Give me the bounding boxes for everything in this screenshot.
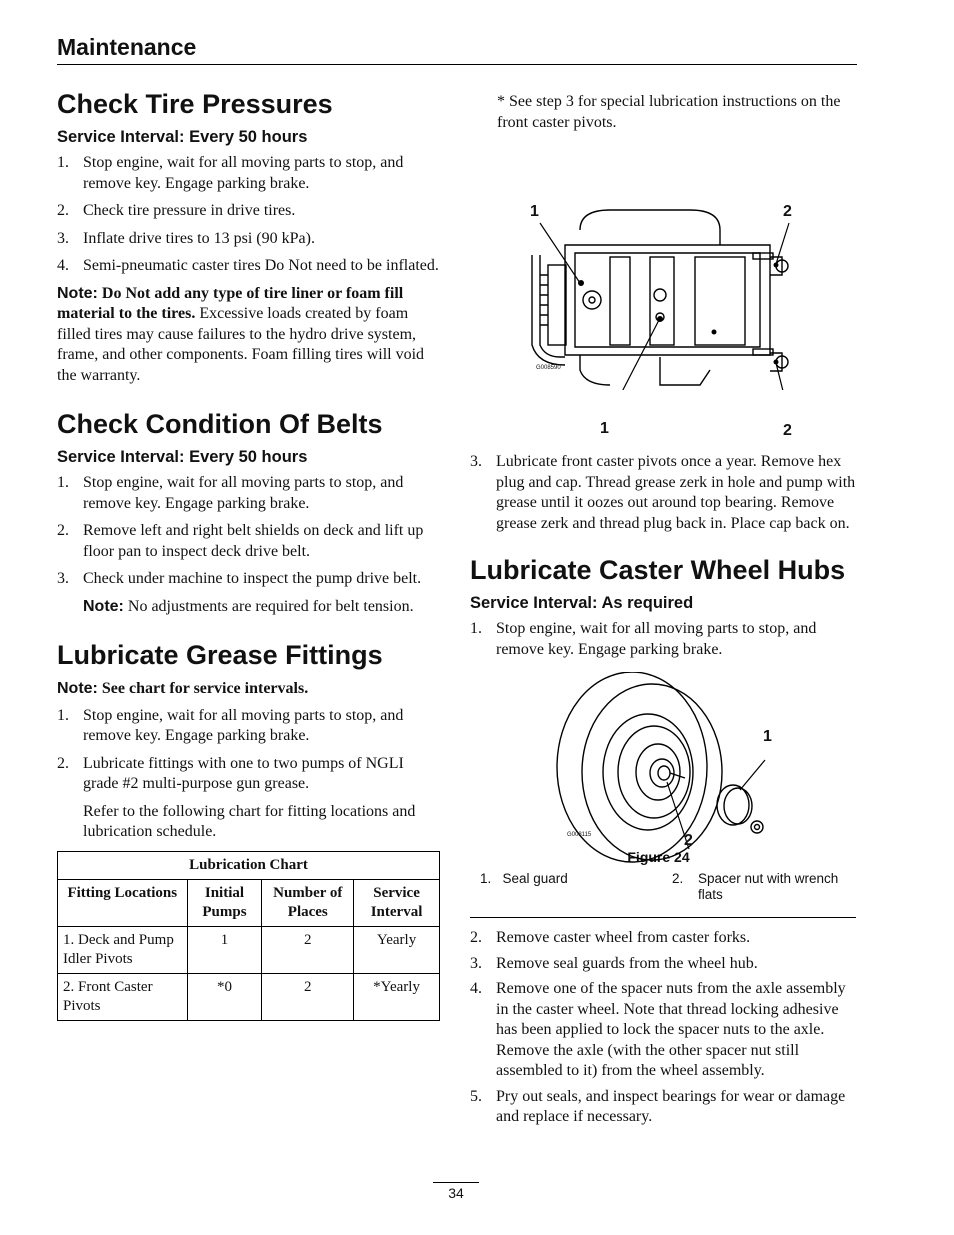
list-item: 5. Pry out seals, and inspect bearings for wear or damage and replace if necessary. bbox=[470, 1087, 846, 1125]
list-item: 1. Stop engine, wait for all moving parts to stop, and remove key. Engage parking brake. bbox=[470, 620, 817, 658]
column-header: Service Interval bbox=[354, 879, 440, 926]
pivot-steps bbox=[470, 452, 857, 534]
figure-rule bbox=[470, 917, 856, 918]
left-column bbox=[57, 88, 443, 1021]
column-header: Number of Places bbox=[262, 879, 354, 926]
list-item: 3. Check under machine to inspect the pump drive belt. bbox=[57, 570, 422, 587]
hubs-step1 bbox=[470, 619, 857, 660]
figure-caster-pivots bbox=[470, 145, 857, 439]
heading-belts: Check Condition Of Belts bbox=[57, 409, 383, 439]
legend-item-1: 1. Seal guard bbox=[480, 871, 568, 886]
page-number: 34 bbox=[448, 1185, 464, 1201]
figure-code: G008115 bbox=[567, 832, 592, 838]
table-cell: 1 bbox=[187, 926, 262, 973]
table-cell: Yearly bbox=[354, 926, 440, 973]
table-row bbox=[58, 926, 440, 973]
hubs-steps bbox=[470, 928, 857, 1128]
legend-item-2: 2. Spacer nut with wrench flats bbox=[672, 871, 839, 902]
list-item: 2. Remove left and right belt shields on deck and lift up floor pan to inspect deck drive belt. bbox=[57, 522, 424, 560]
tire-note: Note: Do Not add any type of tire liner or foam fill material to the tires. Excessive loads created by foam filled tires may cause failures to the hydro drive system, frame, and other components. Foam filling tires will void the warranty. bbox=[57, 284, 425, 384]
belts-service-interval: Service Interval: Every 50 hours bbox=[57, 448, 308, 466]
list-item: 1. Stop engine, wait for all moving parts to stop, and remove key. Engage parking brake. bbox=[57, 154, 404, 192]
callout-2-bottom: 2 bbox=[783, 422, 792, 439]
list-item: 3. Inflate drive tires to 13 psi (90 kPa). bbox=[57, 229, 315, 247]
list-item: 2. Check tire pressure in drive tires. bbox=[57, 202, 296, 219]
belts-note: Note: No adjustments are required for belt tension. bbox=[83, 597, 414, 615]
figure-24 bbox=[470, 672, 857, 867]
table-row bbox=[58, 973, 440, 1020]
tire-steps bbox=[57, 153, 443, 277]
list-item: 2. Remove caster wheel from caster forks. bbox=[470, 929, 751, 946]
hubs-service-interval: Service Interval: As required bbox=[470, 594, 694, 612]
table-cell: 2 bbox=[262, 973, 354, 1020]
table-cell: 2 bbox=[262, 926, 354, 973]
column-header: Fitting Locations bbox=[58, 879, 188, 926]
callout-1-bottom: 1 bbox=[600, 420, 609, 437]
mower-frame-illustration bbox=[470, 145, 857, 390]
tire-service-interval: Service Interval: Every 50 hours bbox=[57, 128, 308, 146]
page-number-rule bbox=[433, 1182, 479, 1183]
table-cell: *0 bbox=[187, 973, 262, 1020]
chart-footnote: * See step 3 for special lubrication instructions on the front caster pivots. bbox=[497, 93, 841, 131]
table-cell: 2. Front Caster Pivots bbox=[58, 973, 188, 1020]
list-item: 4. Semi-pneumatic caster tires Do Not need to be inflated. bbox=[57, 257, 439, 274]
grease-note: Note: See chart for service intervals. bbox=[57, 680, 309, 697]
figure-legend bbox=[470, 865, 857, 913]
chart-title: Lubrication Chart bbox=[58, 851, 440, 879]
table-cell: *Yearly bbox=[354, 973, 440, 1020]
callout-spacer-nut: 2 bbox=[684, 832, 693, 849]
heading-grease: Lubricate Grease Fittings bbox=[57, 640, 383, 670]
heading-caster-hubs: Lubricate Caster Wheel Hubs bbox=[470, 555, 846, 585]
heading-tire-pressures: Check Tire Pressures bbox=[57, 89, 333, 119]
header-rule bbox=[57, 64, 857, 65]
figure-code: G008590 bbox=[536, 365, 561, 371]
list-item: 2. Lubricate fittings with one to two pumps of NGLI grade #2 multi-purpose gun grease. bbox=[57, 754, 404, 792]
belts-steps bbox=[57, 473, 443, 590]
callout-2-top: 2 bbox=[783, 203, 792, 220]
grease-refer: Refer to the following chart for fitting locations and lubrication schedule. bbox=[83, 802, 416, 840]
list-item: 4. Remove one of the spacer nuts from the axle assembly in the caster wheel. Note that thread locking adhesive has been applied to lock the spacer nuts to the axle. Remove the axle (with the other spacer nut still assembled to it) from the wheel assembly. bbox=[470, 980, 846, 1079]
callout-seal-guard: 1 bbox=[763, 728, 772, 745]
table-cell: 1. Deck and Pump Idler Pivots bbox=[58, 926, 188, 973]
list-item: 3. Remove seal guards from the wheel hub. bbox=[470, 954, 758, 972]
lubrication-chart bbox=[57, 851, 440, 1021]
section-header: Maintenance bbox=[57, 34, 197, 60]
right-column bbox=[470, 92, 857, 1133]
column-header: Initial Pumps bbox=[187, 879, 262, 926]
callout-1-top: 1 bbox=[530, 203, 539, 220]
list-item: 3. Lubricate front caster pivots once a year. Remove hex plug and cap. Thread grease zerk in hole and pump with grease until it oozes out around top bearing. Remove grease zerk and thread plug back in. Place cap back on. bbox=[470, 453, 856, 532]
caster-wheel-illustration bbox=[470, 672, 857, 867]
list-item: 1. Stop engine, wait for all moving parts to stop, and remove key. Engage parking brake. bbox=[57, 474, 404, 512]
list-item: 1. Stop engine, wait for all moving parts to stop, and remove key. Engage parking brake. bbox=[57, 706, 404, 744]
grease-steps bbox=[57, 706, 443, 795]
figure-caption: Figure 24 bbox=[627, 849, 690, 865]
